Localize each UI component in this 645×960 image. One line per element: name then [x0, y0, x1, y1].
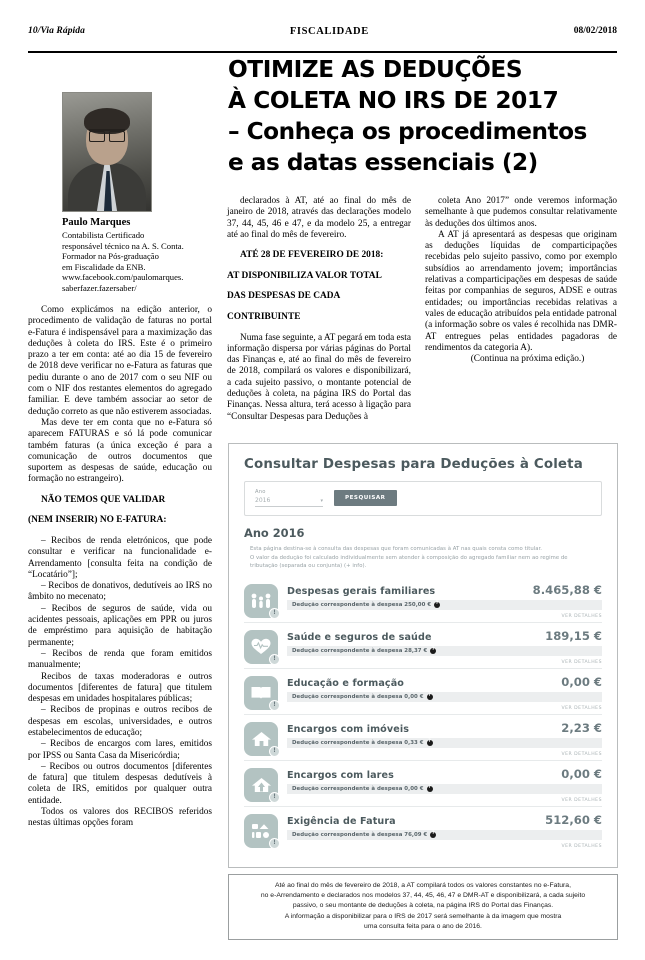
author-role-line-3: Formador na Pós-graduação [62, 251, 159, 262]
deduction-text: Dedução correspondente à despesa 76,09 € [292, 831, 428, 838]
deduction-bar [287, 646, 602, 656]
paragraph: – Recibos de seguros de saúde, vida ou acidentes pessoais, aplicações em PPR ou juros de empréstimo para aquisição de habitação permanente; [28, 603, 212, 648]
view-details-link[interactable]: VER DETALHES [561, 751, 602, 757]
row-body [287, 764, 602, 803]
row-icon-wrap [244, 584, 278, 618]
help-icon[interactable]: ? [431, 831, 435, 837]
table-row[interactable] [244, 580, 602, 623]
paragraph: Numa fase seguinte, a AT pegará em toda esta informação dispersa por várias páginas do Portal das Finanças e, até ao final do mês de fevereiro de 2018, compilará os valores e disponibilizará, a cada sujeito passivo, o montante potencial de deduções à coleta, na página IRS do Portal das Finanças. Nessa altura, terá acesso à ligação para “Consultar Despesas para Deduções à [227, 332, 411, 422]
caption-line-5: uma consulta feita para o ano de 2016. [364, 922, 482, 930]
row-icon-wrap [244, 722, 278, 756]
masthead-category: FISCALIDADE [289, 26, 369, 37]
deduction-text: Dedução correspondente à despesa 250,00 € [292, 601, 432, 608]
portal-screenshot [228, 443, 618, 868]
category-label: Encargos com lares [287, 769, 394, 781]
author-facebook-line-2: saberfazer.fazersaber/ [62, 282, 137, 293]
info-badge-icon: ! [269, 654, 280, 665]
continuation-note: (Continua na próxima edição.) [470, 354, 585, 365]
paragraph: – Recibos ou outros documentos [diferentes de fatura] que titulem despesas dedutíveis à coleta de IRS, emitidos por qualquer outra entidade. [28, 761, 212, 806]
row-body [287, 810, 602, 849]
masthead-date: 08/02/2018 [573, 26, 617, 36]
row-top [287, 629, 602, 643]
deduction-text: Dedução correspondente à despesa 0,00 € [292, 785, 424, 792]
row-icon-wrap [244, 630, 278, 664]
intro-line-1: Esta página destina-se à consulta das despesas que foram comunicadas à AT nas quais consta como titular. [250, 546, 543, 552]
info-badge-icon: ! [269, 838, 280, 849]
deduction-bar [287, 600, 602, 610]
deduction-text: Dedução correspondente à despesa 28,37 € [292, 647, 428, 654]
paragraph: Mas deve ter em conta que no e-Fatura só aparecem FATURAS e só lá pode comunicar também faturas (a única exceção é para a comunicação de outros documentos que suportem as despesas de saúde, educação ou formação no estrangeiro). [28, 417, 212, 485]
caption-line-4: A informação a disponibilizar para o IRS de 2017 será semelhante à da imagem que mostra [284, 912, 562, 920]
portal-filter-bar [244, 481, 602, 516]
row-body [287, 672, 602, 711]
category-label: Encargos com imóveis [287, 723, 410, 735]
article-column-left [28, 305, 212, 830]
author-role-line-4: em Fiscalidade da ENB. [62, 261, 146, 272]
article-column-middle [227, 196, 411, 423]
table-row[interactable] [244, 626, 602, 669]
portal-content [229, 444, 617, 852]
paragraph: coleta Ano 2017” onde veremos informação semelhante à que pudemos consultar relativamente às deduções dos últimos anos. [425, 196, 617, 229]
category-amount: 189,15 € [545, 628, 602, 643]
author-byline [62, 216, 212, 294]
table-row[interactable] [244, 764, 602, 807]
row-top [287, 813, 602, 827]
headline-line-2: À COLETA NO IRS DE 2017 [228, 87, 559, 114]
paragraph: – Recibos de encargos com lares, emitidos por IPSS ou Santa Casa da Misericórdia; [28, 739, 212, 761]
paragraph: Recibos de taxas moderadoras e outros documentos [diferentes de fatura] que titulem despesas em unidades hospitalares públicas; [28, 671, 212, 705]
year-field-label: Ano [255, 489, 266, 495]
view-details-link[interactable]: VER DETALHES [561, 659, 602, 665]
section-subheading: NÃO TEMOS QUE VALIDAR [41, 494, 166, 505]
section-subheading: AT DISPONIBILIZA VALOR TOTAL [227, 270, 382, 281]
deduction-bar [287, 738, 602, 748]
headline-line-3: – Conheça os procedimentos [228, 118, 587, 145]
table-row[interactable] [244, 672, 602, 715]
category-amount: 512,60 € [545, 812, 602, 827]
row-top [287, 675, 602, 689]
section-subheading: (NEM INSERIR) NO E-FATURA: [28, 515, 167, 526]
deduction-text: Dedução correspondente à despesa 0,00 € [292, 693, 424, 700]
masthead [28, 26, 617, 53]
spacer [227, 326, 411, 333]
paragraph: – Recibos de renda eletrónicos, que pode consultar e verificar na funcionalidade e-Arrendamento [consulta feita na condição de “Locatário”]; [28, 535, 212, 580]
view-details-link[interactable]: VER DETALHES [561, 843, 602, 849]
caption-line-2: no e-Arrendamento e declarados nos modelos 37, 44, 45, 46, 47 e DMR-AT e disponibilizará, a cada sujeito [260, 892, 586, 900]
portal-year-heading: Ano 2016 [244, 526, 305, 540]
help-icon[interactable]: ? [435, 601, 439, 607]
category-label: Educação e formação [287, 677, 404, 689]
author-role-line-1: Contabilista Certificado [62, 230, 145, 240]
category-amount: 0,00 € [561, 766, 602, 781]
paragraph: Todos os valores dos RECIBOS referidos nestas últimas opções foram [28, 807, 212, 829]
article-column-right [425, 196, 617, 365]
row-top [287, 721, 602, 735]
paragraph: declarados à AT, até ao final do mês de janeiro de 2018, através das declarações modelo 37, 44, 45, 46 e 47, e da modelo 25, a entregar até ao final do mês de fevereiro. [227, 196, 411, 240]
section-subheading: DAS DESPESAS DE CADA [227, 291, 341, 302]
intro-line-3: tributação (separada ou conjunta) (+ info). [250, 563, 367, 570]
info-badge-icon: ! [269, 700, 280, 711]
view-details-link[interactable]: VER DETALHES [561, 613, 602, 619]
row-icon-wrap [244, 768, 278, 802]
paragraph: – Recibos de donativos, dedutíveis ao IRS no âmbito no mecenato; [28, 581, 212, 603]
category-amount: 0,00 € [561, 674, 602, 689]
year-select[interactable] [255, 497, 323, 507]
category-amount: 8.465,88 € [532, 582, 602, 597]
category-label: Despesas gerais familiares [287, 585, 436, 597]
spacer [28, 529, 212, 536]
search-button[interactable]: PESQUISAR [334, 490, 397, 506]
row-body [287, 626, 602, 665]
headline-line-1: OTIMIZE AS DEDUÇÕES [228, 56, 523, 83]
headline-line-4: e as datas essenciais (2) [228, 149, 538, 176]
view-details-link[interactable]: VER DETALHES [561, 797, 602, 803]
row-icon-wrap [244, 676, 278, 710]
author-role-line-2: responsável técnico na A. S. Conta. [62, 240, 184, 251]
table-row[interactable] [244, 810, 602, 852]
chevron-down-icon: ▾ [320, 497, 323, 504]
deduction-bar [287, 830, 602, 840]
intro-line-2: O valor da dedução foi calculado individualmente sem atender à composição do agregado familiar nem ao regime de [250, 554, 568, 561]
deduction-bar [287, 784, 602, 794]
portal-page-title: Consultar Despesas para Deduções à Coleta [244, 457, 583, 472]
caption-line-3: passivo, o seu montante de deduções à coleta, na página IRS do Portal das Finanças. [292, 902, 554, 910]
category-amount: 2,23 € [561, 720, 602, 735]
row-icon-wrap [244, 814, 278, 848]
figure-caption [228, 874, 618, 940]
author-photo [62, 92, 152, 212]
paragraph: – Recibos de propinas e outros recibos de despesas em escolas, universidades, e outros estabelecimentos de educação; [28, 705, 212, 738]
row-body [287, 718, 602, 757]
expense-category-list [244, 580, 602, 852]
help-icon[interactable]: ? [428, 739, 431, 745]
category-label: Saúde e seguros de saúde [287, 631, 432, 643]
info-badge-icon: ! [269, 792, 280, 803]
row-top [287, 583, 602, 597]
portal-intro-text [250, 545, 602, 571]
table-row[interactable] [244, 718, 602, 761]
row-top [287, 767, 602, 781]
help-icon[interactable]: ? [428, 693, 431, 699]
help-icon[interactable]: ? [431, 647, 435, 653]
help-icon[interactable]: ? [428, 785, 431, 791]
view-details-link[interactable]: VER DETALHES [561, 705, 602, 711]
section-subheading: CONTRIBUINTE [227, 311, 301, 322]
section-subheading: ATÉ 28 DE FEVEREIRO DE 2018: [240, 250, 384, 261]
paragraph: A AT já apresentará as despesas que originam as deduções líquidas de comparticipações recebidas pelo sujeito passivo, como por exemplo subsídios ao arrendamento jovem; importâncias relativas a comparticipações em despesas de saúde feitas por companhias de seguros, ADSE e outras entidades; ou importâncias recebidas relativas a vales de educação atribuídos pela entidade patronal (a informação sobre os vales é recolhida nas DMR-AT entregues pelas entidades pagadoras de rendimentos da categoria A). [425, 229, 617, 353]
deduction-text: Dedução correspondente à despesa 0,33 € [292, 739, 424, 746]
info-badge-icon: ! [269, 746, 280, 757]
page-title [228, 54, 620, 178]
author-facebook-line-1: www.facebook.com/paulomarques. [62, 272, 184, 283]
row-body [287, 580, 602, 619]
caption-line-1: Até ao final do mês de fevereiro de 2018, a AT compilará todos os valores constantes no e-Fatura, [275, 882, 571, 889]
paragraph: – Recibos de renda que foram emitidos manualmente; [28, 648, 212, 671]
year-field[interactable] [255, 489, 323, 507]
author-name: Paulo Marques [62, 217, 131, 228]
paragraph: Como explicámos na edição anterior, o procedimento de validação de faturas no portal e-Fatura é indispensável para a maximização das deduções à coleta do IRS. Este é o primeiro prazo a ter em conta: até ao dia 15 de fevereiro de 2018 deve verificar no e-Fatura as faturas que pediu durante o ano de 2017 com o seu NIF ou com o NIF dos restantes elementos do agregado familiar. E deve também associar ao setor de dedução correto as que não estiverem associadas. [28, 305, 212, 417]
info-badge-icon: ! [269, 608, 280, 619]
deduction-bar [287, 692, 602, 702]
photo-glasses-shape [89, 129, 125, 140]
masthead-section: 10/Via Rápida [28, 26, 85, 36]
category-label: Exigência de Fatura [287, 815, 396, 827]
year-select-value: 2016 [255, 497, 271, 504]
